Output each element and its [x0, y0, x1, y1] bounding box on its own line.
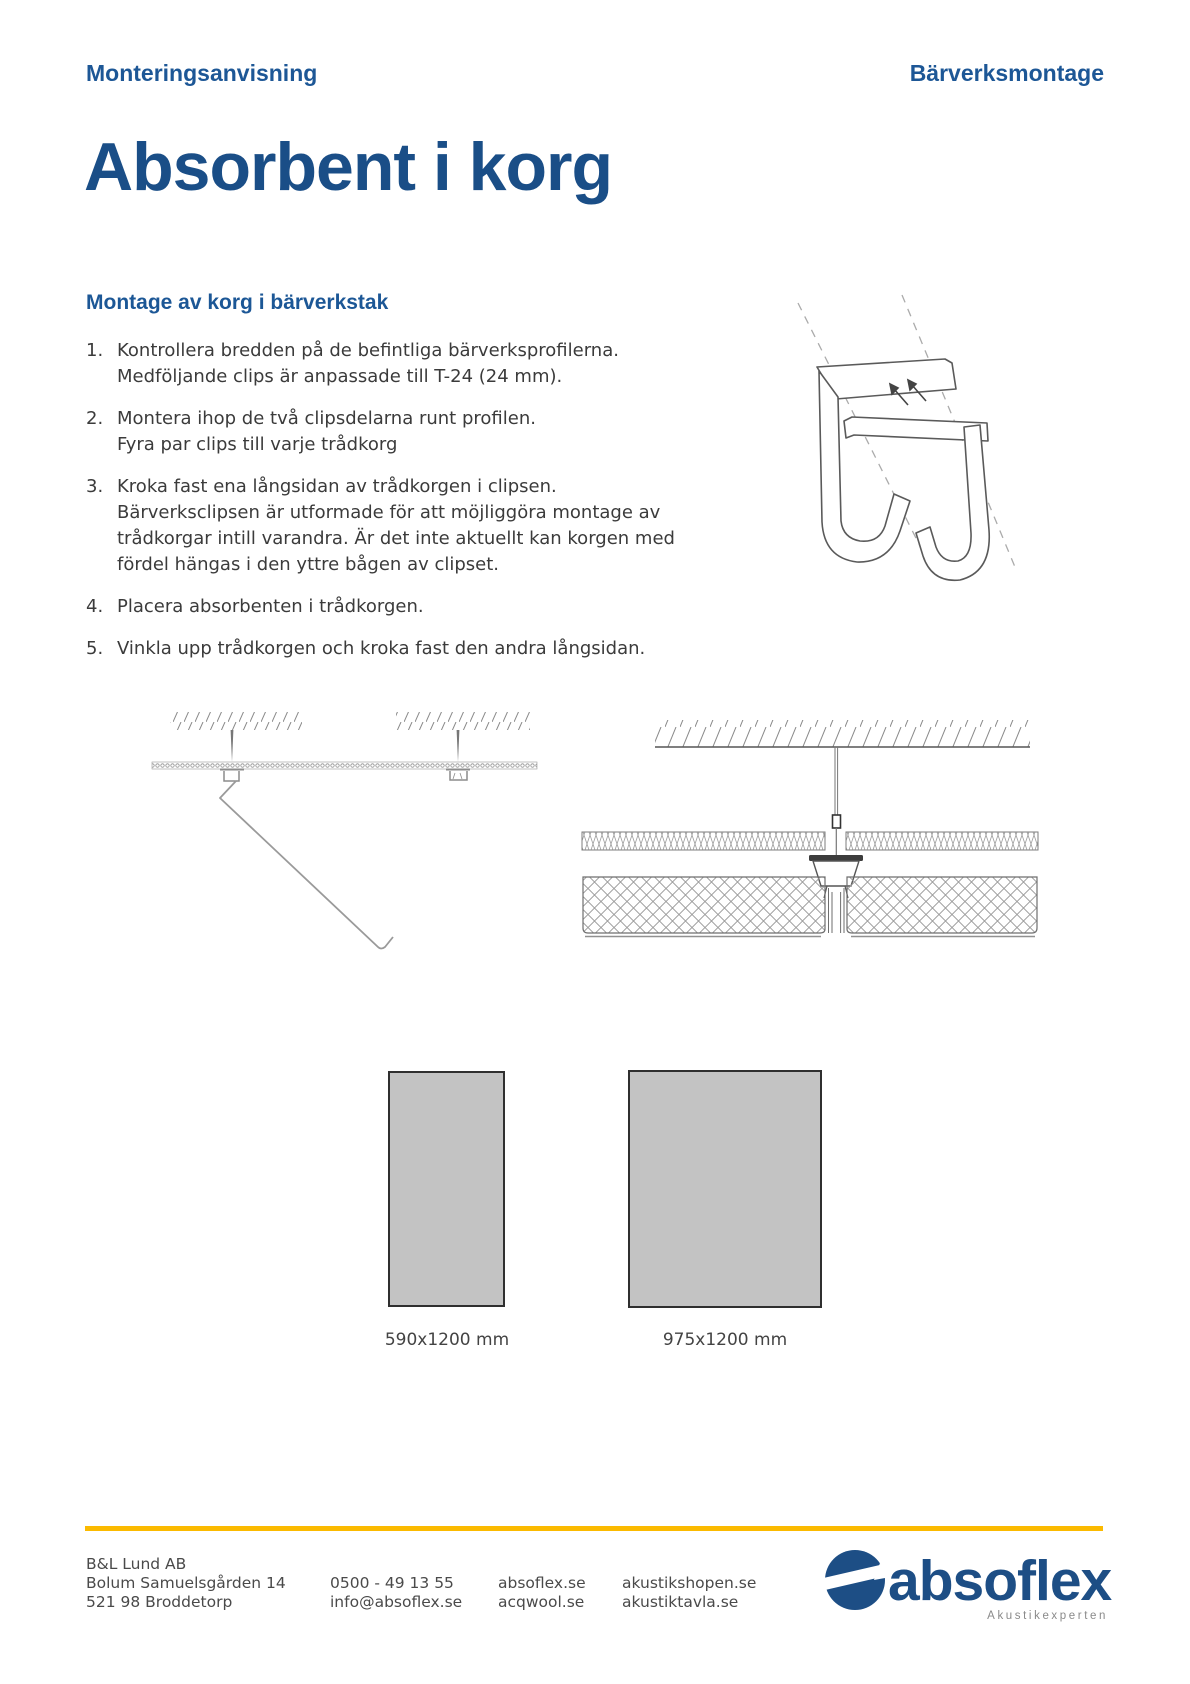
footer-divider	[85, 1526, 1103, 1531]
page-header	[86, 60, 1104, 87]
panel-590x1200	[388, 1071, 505, 1307]
footer-contact	[330, 1555, 462, 1612]
footer-link[interactable]: acqwool.se	[498, 1593, 585, 1611]
absoflex-logo-text: absoflex	[888, 1549, 1112, 1613]
step-number: 4.	[86, 596, 104, 617]
footer-websites-b	[622, 1555, 756, 1612]
panel-975x1200	[628, 1070, 822, 1308]
footer-link[interactable]: absoflex.se	[498, 1574, 586, 1592]
panel-label-975x1200: 975x1200 mm	[662, 1330, 788, 1350]
footer-websites-a	[498, 1555, 586, 1612]
step-number: 1.	[86, 340, 104, 361]
step-text: Placera absorbenten i trådkorgen.	[117, 596, 424, 617]
page-title: Absorbent i korg	[84, 129, 613, 205]
step-text: Kontrollera bredden på de befintliga bärverksprofilerna. Medföljande clips är anpassade till T-24 (24 mm).	[117, 340, 619, 387]
step-number: 3.	[86, 476, 104, 497]
cross-section-diagram	[575, 700, 1045, 945]
step-text: Vinkla upp trådkorgen och kroka fast den andra långsidan.	[117, 638, 646, 659]
step-text: Kroka fast ena långsidan av trådkorgen i clipsen. Bärverksclipsen är utformade för att möjliggöra montage av trådkorgar intill varandra. Är det inte aktuellt kan korgen med fördel hängas i den yttre bågen av clipset.	[117, 476, 675, 575]
instruction-step-1	[86, 338, 746, 390]
footer-email[interactable]: info@absoflex.se	[330, 1593, 463, 1611]
header-right-label: Bärverksmontage	[909, 60, 1104, 86]
rail-hook-diagram	[140, 650, 550, 960]
absoflex-logo-tagline: Akustikexperten	[987, 1610, 1108, 1622]
absoflex-logo-icon	[824, 1550, 892, 1610]
footer-company-address: B&L Lund AB Bolum Samuelsgården 14 521 98 Broddetorp	[86, 1555, 286, 1611]
instruction-step-2	[86, 406, 746, 458]
step-text: Montera ihop de två clipsdelarna runt profilen. Fyra par clips till varje trådkorg	[117, 408, 536, 455]
step-number: 2.	[86, 408, 104, 429]
panel-label-590x1200: 590x1200 mm	[384, 1330, 510, 1350]
header-left-label: Monteringsanvisning	[86, 60, 318, 86]
instruction-step-4	[86, 594, 746, 620]
footer-link[interactable]: akustikshopen.se	[622, 1574, 757, 1592]
instruction-step-3	[86, 474, 746, 578]
footer-link[interactable]: akustiktavla.se	[622, 1593, 739, 1611]
instruction-list	[86, 338, 746, 678]
step-number: 5.	[86, 638, 104, 659]
section-heading: Montage av korg i bärverkstak	[86, 291, 389, 314]
clip-illustration	[740, 275, 1030, 600]
absoflex-logo	[824, 1540, 1114, 1628]
footer-phone: 0500 - 49 13 55	[330, 1574, 454, 1592]
